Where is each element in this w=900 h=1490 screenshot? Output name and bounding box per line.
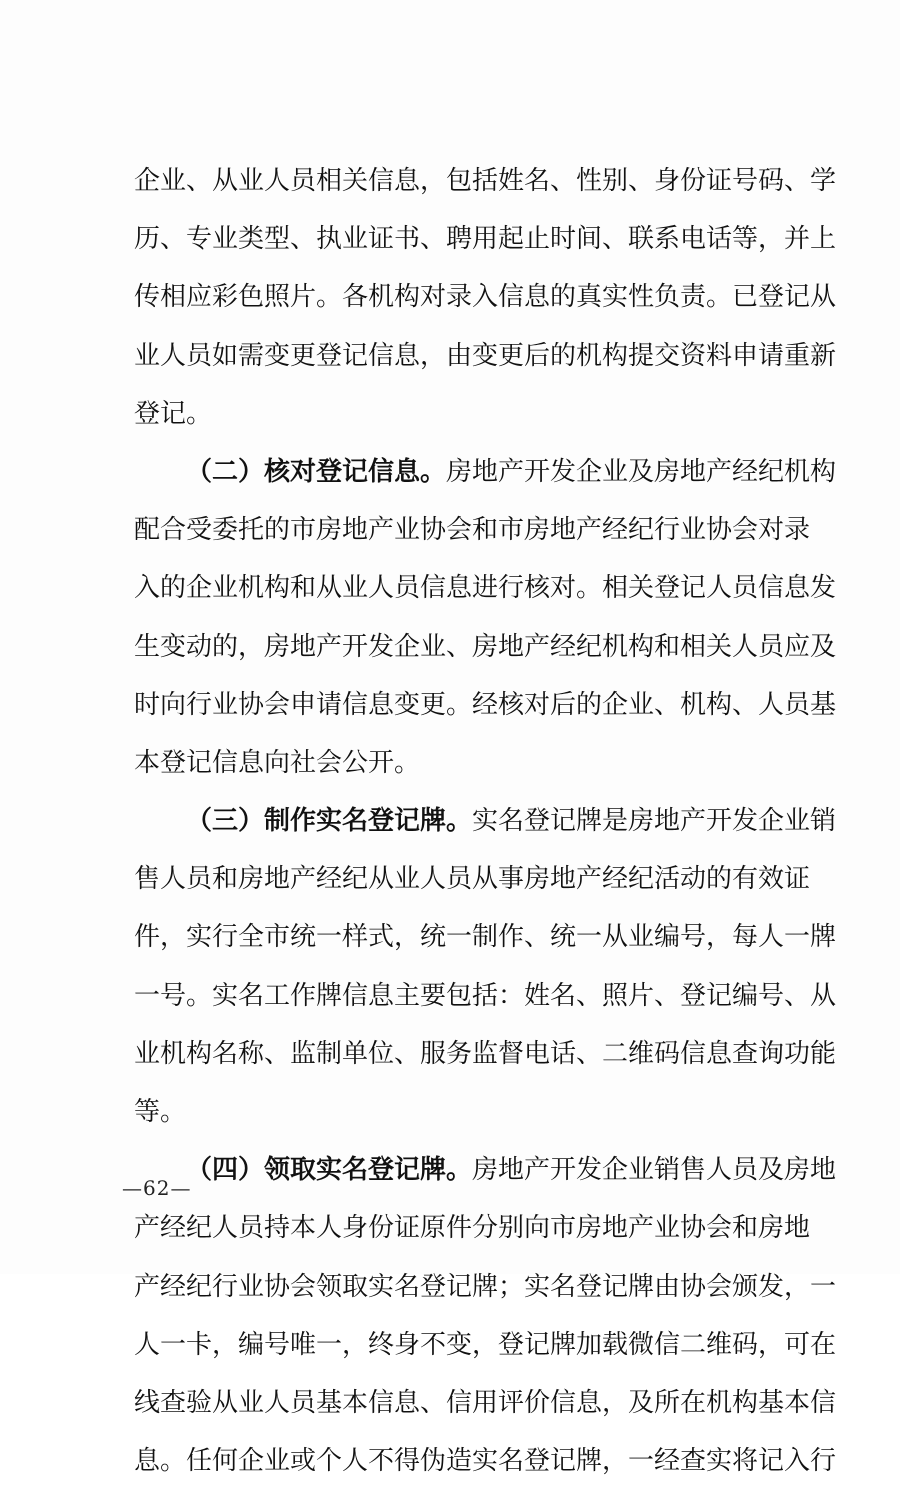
text-line: 等。 [134,1097,187,1127]
section-heading: （三）制作实名登记牌。 [186,806,473,837]
text-line: 业机构名称、监制单位、服务监督电话、二维码信息查询功能 [134,1038,837,1069]
text-line: 产经纪行业协会领取实名登记牌；实名登记牌由协会颁发，一 [134,1271,837,1302]
text-line: 入的企业机构和从业人员信息进行核对。相关登记人员信息发 [134,573,837,604]
section-first-line [134,443,837,501]
paragraph-intro [134,152,837,443]
text-line: 业人员如需变更登记信息，由变更后的机构提交资料申请重新 [134,340,837,371]
text-line: 生变动的，房地产开发企业、房地产经纪机构和相关人员应及 [134,631,837,662]
text-line: 产经纪人员持本人身份证原件分别向市房地产业协会和房地 [134,1213,811,1244]
text-line: 时向行业协会申请信息变更。经核对后的企业、机构、人员基 [134,689,837,720]
text-line: 售人员和房地产经纪从业人员从事房地产经纪活动的有效证 [134,864,811,895]
section-heading: （四）领取实名登记牌。 [186,1155,473,1186]
text-line: 本登记信息向社会公开。 [134,747,421,778]
text-line: 件，实行全市统一样式，统一制作、统一从业编号，每人一牌 [134,922,837,953]
section-first-line-text: 房地产开发企业及房地产经纪机构 [446,456,837,487]
text-line: 企业、从业人员相关信息，包括姓名、性别、身份证号码、学 [134,166,837,196]
section-heading: （二）核对登记信息。 [186,456,447,487]
text-line: 一号。实名工作牌信息主要包括：姓名、照片、登记编号、从 [134,980,837,1011]
section-verify-info [134,443,837,792]
text-line: 登记。 [134,398,213,429]
section-first-line-text: 实名登记牌是房地产开发企业销 [472,806,837,837]
document-body [134,152,837,1490]
section-first-line-text: 房地产开发企业销售人员及房地 [472,1155,837,1186]
text-line: 配合受委托的市房地产业协会和市房地产经纪行业协会对录 [134,515,811,546]
section-first-line [134,1141,837,1199]
section-receive-badge [134,1141,837,1490]
text-line: 线查验从业人员基本信息、信用评价信息，及所在机构基本信 [134,1387,837,1418]
text-line: 历、专业类型、执业证书、聘用起止时间、联系电话等，并上 [134,224,837,255]
text-line: 息。任何企业或个人不得伪造实名登记牌，一经查实将记入行 [134,1446,837,1477]
text-line: 传相应彩色照片。各机构对录入信息的真实性负责。已登记从 [134,282,837,313]
section-make-badge [134,792,837,1141]
text-line: 人一卡，编号唯一，终身不变，登记牌加载微信二维码，可在 [134,1329,837,1360]
section-first-line [134,792,837,850]
page-number: —62— [122,1176,192,1200]
